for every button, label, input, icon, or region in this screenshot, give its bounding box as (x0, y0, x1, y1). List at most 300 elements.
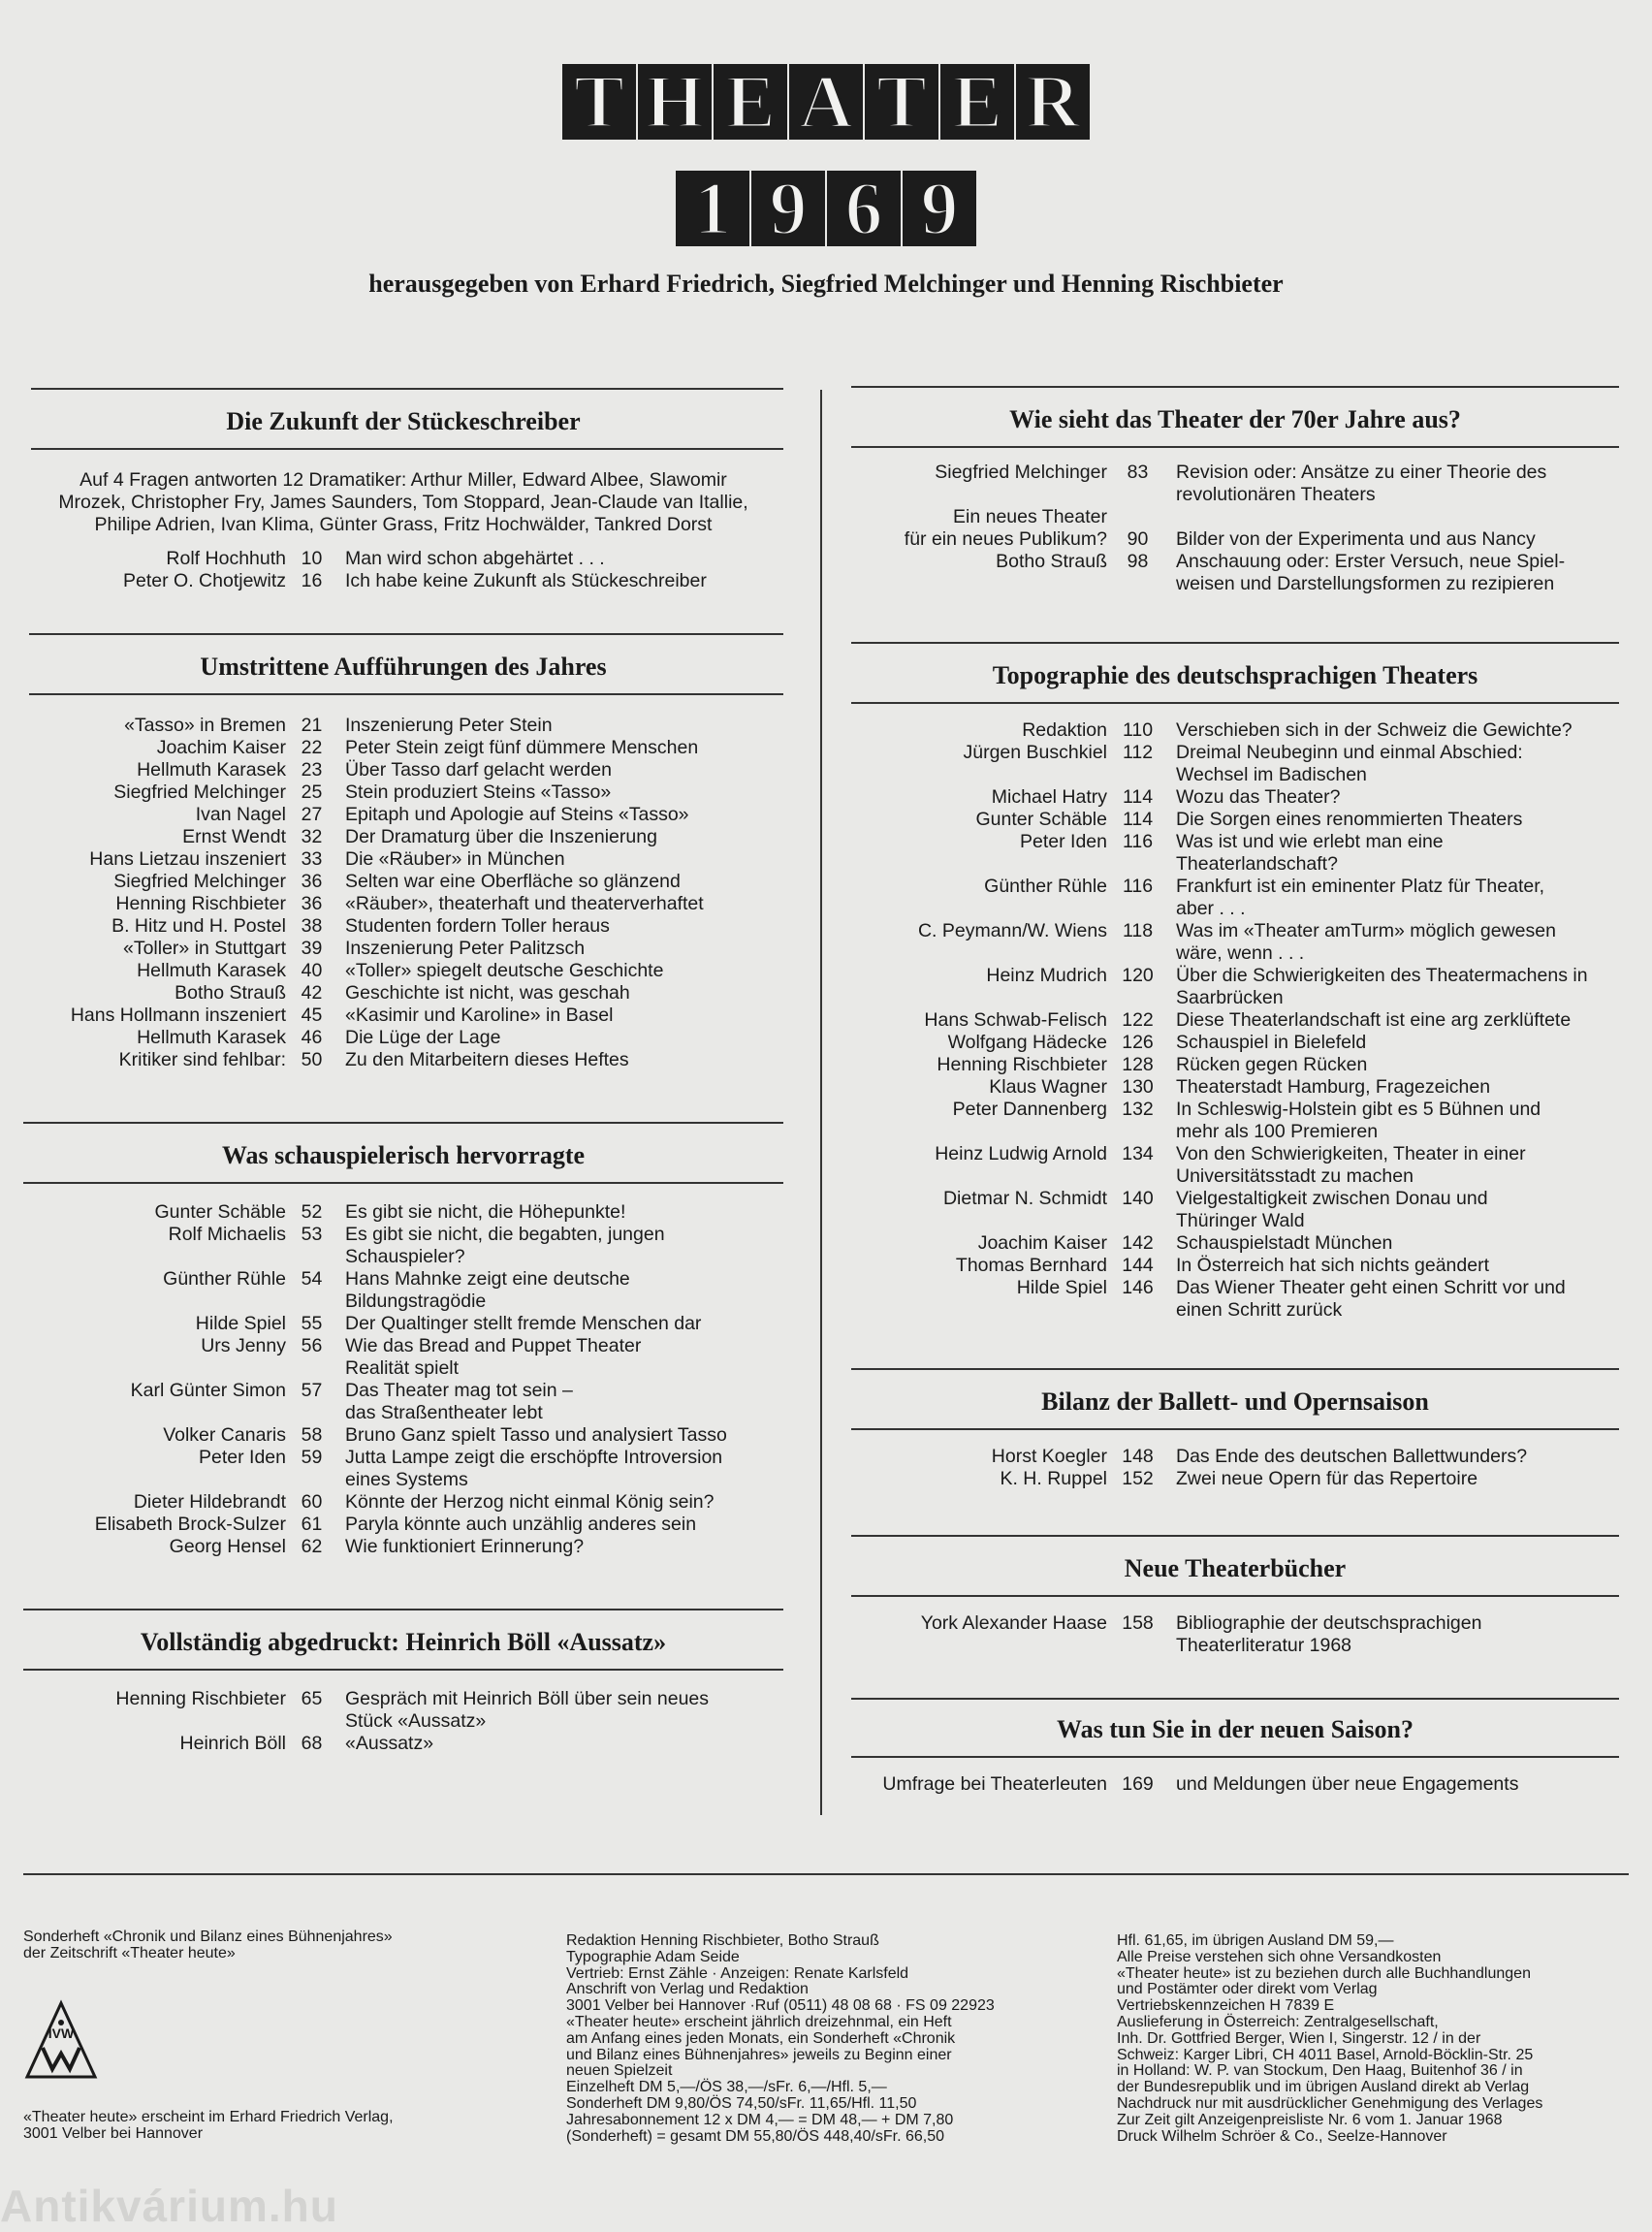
entry-title: Wechsel im Badischen (1176, 764, 1367, 785)
section-schauspielerisch (23, 1122, 783, 1558)
footer-line: Redaktion Henning Rischbieter, Botho Strauß (566, 1932, 879, 1949)
entry-page (1111, 764, 1164, 786)
entry-page: 116 (1122, 831, 1154, 852)
entry-author (23, 1710, 290, 1733)
toc-entry (23, 1424, 783, 1447)
entry-title: Die Sorgen eines renommierten Theaters (1176, 809, 1523, 830)
entry-title: Epitaph und Apologie auf Steins «Tasso» (345, 804, 689, 825)
toc-entry (851, 506, 1619, 528)
entry-author: Peter O. Chotjewitz (123, 570, 286, 591)
toc-entry (23, 781, 783, 804)
entry-author (851, 573, 1111, 595)
entry-title: In Schleswig-Holstein gibt es 5 Bühnen und (1176, 1099, 1541, 1120)
entry-author: Karl Günter Simon (130, 1380, 286, 1401)
entry-title: einen Schritt zurück (1176, 1299, 1343, 1321)
entry-page: 68 (301, 1733, 323, 1754)
entry-author: für ein neues Publikum? (904, 528, 1107, 550)
entry-author: Hilde Spiel (195, 1313, 286, 1334)
entry-title: Vielgestaltigkeit zwischen Donau und (1176, 1188, 1488, 1209)
toc-entry (851, 809, 1619, 831)
entry-title: aber . . . (1176, 898, 1246, 919)
entry-title: Man wird schon abgehärtet . . . (345, 548, 605, 569)
section-heading: Die Zukunft der Stückeschreiber (226, 407, 581, 435)
toc-entry (851, 1612, 1619, 1635)
entry-title: Theaterstadt Hamburg, Fragezeichen (1176, 1076, 1491, 1098)
entry-author (851, 1635, 1111, 1657)
toc-entry (851, 1143, 1619, 1165)
entry-title: Von den Schwierigkeiten, Theater in einer (1176, 1143, 1526, 1164)
entry-author: Georg Hensel (169, 1536, 286, 1557)
entry-author (851, 484, 1111, 506)
toc-entry (23, 982, 783, 1004)
toc-entry (23, 1335, 783, 1357)
footer-line: Hfl. 61,65, im übrigen Ausland DM 59,— (1117, 1932, 1394, 1949)
toc-entry (23, 737, 783, 759)
footer-line: 3001 Velber bei Hannover ·Ruf (0511) 48 08 68 · FS 09 22923 (566, 1997, 995, 2015)
entry-page: 134 (1122, 1143, 1154, 1164)
footer-line: neuen Spielzeit (566, 2062, 673, 2080)
entry-page (1111, 898, 1164, 920)
entry-title: und Meldungen über neue Engagements (1176, 1773, 1519, 1795)
entry-page: 140 (1122, 1188, 1154, 1209)
entry-page: 57 (301, 1380, 323, 1401)
toc-entry (23, 1469, 783, 1491)
toc-entry (851, 987, 1619, 1009)
toc-entry (23, 759, 783, 781)
section-heading: Was schauspielerisch hervorragte (221, 1141, 586, 1169)
entry-page (1111, 987, 1164, 1009)
section-zukunft (23, 388, 783, 592)
entry-author: Dieter Hildebrandt (133, 1491, 286, 1513)
footer-line: Auslieferung in Österreich: Zentralgesellschaft, (1117, 2013, 1439, 2030)
toc-entry (851, 942, 1619, 965)
section-heading: Bilanz der Ballett- und Opernsaison (1041, 1387, 1429, 1416)
entry-title: Inszenierung Peter Stein (345, 715, 553, 736)
masthead-letter: E (951, 59, 1003, 143)
entry-page: 65 (301, 1688, 323, 1709)
masthead-letter-tile (827, 166, 901, 250)
entry-title: eines Systems (345, 1469, 468, 1490)
entry-title: «Kasimir und Karoline» in Basel (345, 1004, 614, 1026)
entry-author: Hans Schwab-Felisch (924, 1009, 1107, 1031)
entry-title: In Österreich hat sich nichts geändert (1176, 1255, 1489, 1276)
entry-title: Könnte der Herzog nicht einmal König sein? (345, 1491, 715, 1513)
entry-page (1111, 573, 1164, 595)
entry-title: Diese Theaterlandschaft ist eine arg zerklüftete (1176, 1009, 1572, 1031)
masthead-letter-tile (865, 59, 938, 143)
entry-page: 60 (301, 1491, 323, 1513)
entry-author: Hilde Spiel (1016, 1277, 1107, 1298)
entry-title: Wozu das Theater? (1176, 786, 1341, 808)
toc-entry (23, 1710, 783, 1733)
entry-title: Es gibt sie nicht, die Höhepunkte! (345, 1201, 626, 1223)
section-heading: Vollständig abgedruckt: Heinrich Böll «Aussatz» (140, 1628, 667, 1656)
footer-line: Typographie Adam Seide (566, 1948, 740, 1965)
masthead-letter-tile (903, 166, 976, 250)
entry-page: 27 (301, 804, 323, 825)
entry-page (1111, 1121, 1164, 1143)
entry-author: Hans Lietzau inszeniert (89, 848, 286, 870)
entry-author: Elisabeth Brock-Sulzer (94, 1514, 286, 1535)
entry-title: Selten war eine Oberfläche so glänzend (345, 871, 681, 892)
entry-page: 36 (301, 871, 323, 892)
left-column (23, 388, 783, 1755)
toc-entry (851, 528, 1619, 551)
masthead-letter: 1 (693, 166, 732, 250)
entry-list (23, 1688, 783, 1755)
entry-page (290, 1357, 334, 1380)
entry-title: Wie das Bread and Puppet Theater (345, 1335, 642, 1356)
footer-rule (23, 1873, 1629, 1875)
entry-page: 83 (1127, 462, 1149, 483)
footer-line: Vertriebskennzeichen H 7839 E (1117, 1997, 1335, 2015)
entry-author: Ivan Nagel (195, 804, 286, 825)
entry-page: 45 (301, 1004, 323, 1026)
entry-title: Rücken gegen Rücken (1176, 1054, 1368, 1075)
toc-entry (851, 1773, 1619, 1796)
entry-page: 112 (1122, 742, 1154, 763)
toc-entry (851, 1009, 1619, 1032)
entry-author: Heinrich Böll (179, 1733, 286, 1754)
toc-entry (851, 965, 1619, 987)
toc-entry (851, 920, 1619, 942)
entry-page: 120 (1122, 965, 1154, 986)
entry-page (290, 1469, 334, 1491)
entry-author (851, 1299, 1111, 1322)
entry-page: 110 (1122, 719, 1154, 741)
masthead-letter: 9 (920, 166, 959, 250)
entry-page: 10 (301, 548, 323, 569)
entry-author: Henning Rischbieter (115, 893, 286, 914)
entry-title: Der Qualtinger stellt fremde Menschen dar (345, 1313, 702, 1334)
entry-page (1111, 1299, 1164, 1322)
entry-author (851, 942, 1111, 965)
entry-title: Gespräch mit Heinrich Böll über sein neues (345, 1688, 710, 1709)
entry-page: 114 (1122, 809, 1154, 830)
toc-entry (851, 1232, 1619, 1255)
entry-author: Horst Koegler (991, 1446, 1107, 1467)
toc-entry (23, 804, 783, 826)
toc-entry (23, 1224, 783, 1246)
toc-entry (851, 462, 1619, 484)
ivw-logo (23, 1999, 99, 2081)
entry-author: Heinz Mudrich (986, 965, 1107, 986)
footer-line: «Theater heute» erscheint im Erhard Friedrich Verlag, (23, 2109, 394, 2125)
footer-line: Schweiz: Karger Libri, CH 4011 Basel, Arnold-Böcklin-Str. 25 (1117, 2046, 1534, 2063)
entry-author: Hellmuth Karasek (137, 759, 286, 781)
footer-line: Nachdruck nur mit ausdrücklicher Genehmigung des Verlages (1117, 2094, 1543, 2112)
entry-page: 152 (1122, 1468, 1154, 1489)
entry-title: Über die Schwierigkeiten des Theatermachens in (1176, 965, 1588, 986)
entry-title: Bildungstragödie (345, 1291, 487, 1312)
toc-entry (23, 1380, 783, 1402)
entry-page: 130 (1122, 1076, 1154, 1098)
toc-entry (23, 1004, 783, 1027)
entry-author (851, 1121, 1111, 1143)
entry-list (23, 715, 783, 1071)
entry-title: Paryla könnte auch unzählig anderes sein (345, 1514, 697, 1535)
entry-list (851, 462, 1619, 595)
entry-author: Thomas Bernhard (955, 1255, 1107, 1276)
entry-page: 98 (1127, 551, 1149, 572)
entry-author (851, 1210, 1111, 1232)
entry-title: Bruno Ganz spielt Tasso und analysiert Tasso (345, 1424, 727, 1446)
entry-page: 59 (301, 1447, 323, 1468)
footer-line: «Theater heute» erscheint jährlich dreizehnmal, ein Heft (566, 2013, 952, 2030)
masthead-letter-tile (1016, 59, 1090, 143)
entry-page (1111, 1210, 1164, 1232)
entry-title: Bilder von der Experimenta und aus Nancy (1176, 528, 1536, 550)
footer-line: Jahresabonnement 12 x DM 4,— = DM 48,— + DM 7,80 (566, 2111, 954, 2128)
entry-title: das Straßentheater lebt (345, 1402, 543, 1423)
entry-list (23, 548, 783, 592)
toc-entry (23, 848, 783, 871)
entry-title: Über Tasso darf gelacht werden (345, 759, 612, 781)
entry-author: Ein neues Theater (953, 506, 1107, 527)
toc-entry (851, 1076, 1619, 1099)
entry-list (851, 719, 1619, 1322)
entry-author: Dietmar N. Schmidt (942, 1188, 1107, 1209)
entry-author: Peter Dannenberg (952, 1099, 1107, 1120)
entry-author: Joachim Kaiser (156, 737, 286, 758)
entry-page (290, 1402, 334, 1424)
entry-author: Klaus Wagner (989, 1076, 1107, 1098)
masthead-letter-tile (562, 59, 636, 143)
column-divider (820, 390, 822, 1815)
toc-entry (23, 1027, 783, 1049)
masthead-letter: E (724, 59, 777, 143)
entry-title: Frankfurt ist ein eminenter Platz für Theater, (1176, 876, 1545, 897)
masthead-letter: 6 (844, 166, 883, 250)
entry-title: Schauspielstadt München (1176, 1232, 1393, 1254)
entry-author: Henning Rischbieter (937, 1054, 1107, 1075)
toc-entry (851, 786, 1619, 809)
footer-line: Sonderheft «Chronik und Bilanz eines Bühnenjahres» (23, 1929, 393, 1945)
footer-line: Druck Wilhelm Schröer & Co., Seelze-Hannover (1117, 2127, 1447, 2145)
entry-title: Der Dramaturg über die Inszenierung (345, 826, 657, 847)
entry-title: mehr als 100 Premieren (1176, 1121, 1379, 1142)
entry-title: Das Theater mag tot sein – (345, 1380, 573, 1401)
entry-author: C. Peymann/W. Wiens (917, 920, 1107, 941)
toc-entry (851, 1121, 1619, 1143)
footer-left-bottom (23, 2110, 508, 2143)
entry-page: 114 (1122, 786, 1154, 808)
toc-entry (23, 570, 783, 592)
entry-title: Schauspiel in Bielefeld (1176, 1032, 1367, 1053)
toc-entry (851, 1446, 1619, 1468)
entry-author: Hans Hollmann inszeniert (70, 1004, 286, 1026)
entry-page: 54 (301, 1268, 323, 1290)
entry-author (23, 1469, 290, 1491)
entry-title: Revision oder: Ansätze zu einer Theorie des (1176, 462, 1547, 483)
toc-entry (23, 715, 783, 737)
footer-line: Einzelheft DM 5,—/ÖS 38,—/sFr. 6,—/Hfl. 5,— (566, 2079, 887, 2096)
entry-page: 52 (301, 1201, 323, 1223)
entry-title: Zu den Mitarbeitern dieses Heftes (345, 1049, 629, 1070)
intro-text (23, 469, 783, 536)
entry-title: Peter Stein zeigt fünf dümmere Menschen (345, 737, 699, 758)
entry-author (851, 853, 1111, 876)
entry-title: Bibliographie der deutschsprachigen (1176, 1612, 1482, 1634)
entry-page: 53 (301, 1224, 323, 1245)
entry-author: «Tasso» in Bremen (124, 715, 286, 736)
entry-author: Gunter Schäble (154, 1201, 286, 1223)
entry-author (851, 987, 1111, 1009)
entry-page: 36 (301, 893, 323, 914)
toc-entry (23, 938, 783, 960)
entry-page: 122 (1122, 1009, 1154, 1031)
toc-entry (23, 1733, 783, 1755)
entry-page: 55 (301, 1313, 323, 1334)
entry-page: 56 (301, 1335, 323, 1356)
section-umstrittene (23, 633, 783, 1071)
intro-line: Philipe Adrien, Ivan Klima, Günter Grass, Fritz Hochwälder, Tankred Dorst (94, 514, 713, 535)
entry-author: «Toller» in Stuttgart (122, 938, 286, 959)
entry-title (1164, 506, 1619, 528)
entry-page: 126 (1122, 1032, 1154, 1053)
entry-page: 158 (1122, 1612, 1154, 1634)
toc-entry (851, 876, 1619, 898)
footer-line: und Postämter oder direkt vom Verlag (1117, 1981, 1378, 1998)
entry-author: Wolfgang Hädecke (947, 1032, 1107, 1053)
entry-page (1111, 1165, 1164, 1188)
toc-entry (23, 1491, 783, 1514)
toc-entry (23, 960, 783, 982)
section-heading: Wie sieht das Theater der 70er Jahre aus? (1009, 405, 1461, 433)
section-heading: Was tun Sie in der neuen Saison? (1057, 1715, 1414, 1743)
footer-line: Inh. Dr. Gottfried Berger, Wien I, Singerstr. 12 / in der (1117, 2029, 1481, 2047)
toc-entry (851, 742, 1619, 764)
editors-line: herausgegeben von Erhard Friedrich, Siegfried Melchinger und Henning Rischbieter (368, 270, 1284, 298)
entry-title: Die Lüge der Lage (345, 1027, 501, 1048)
footer-line: in Holland: W. P. van Stockum, Den Haag, Buitenhof 36 / in (1117, 2062, 1523, 2080)
entry-author: Henning Rischbieter (115, 1688, 286, 1709)
masthead-letter: 9 (769, 166, 808, 250)
masthead-letter: T (573, 59, 625, 143)
entry-page (1111, 1635, 1164, 1657)
entry-title: Verschieben sich in der Schweiz die Gewichte? (1176, 719, 1573, 741)
section-heading: Topographie des deutschsprachigen Theaters (992, 661, 1478, 689)
entry-page: 42 (301, 982, 323, 1004)
masthead-letter-tile (789, 59, 863, 143)
masthead-letter: H (645, 59, 705, 143)
entry-list (851, 1612, 1619, 1657)
entry-page: 58 (301, 1424, 323, 1446)
entry-author: Ernst Wendt (182, 826, 286, 847)
toc-entry (851, 1210, 1619, 1232)
toc-entry (851, 1165, 1619, 1188)
entry-title: Studenten fordern Toller heraus (345, 915, 610, 937)
toc-entry (23, 1514, 783, 1536)
entry-title: Stück «Aussatz» (345, 1710, 487, 1732)
toc-entry (23, 1246, 783, 1268)
entry-title: Wie funktioniert Erinnerung? (345, 1536, 585, 1557)
logo-text: IVW (48, 2025, 75, 2041)
entry-author (851, 764, 1111, 786)
entry-title: Hans Mahnke zeigt eine deutsche (345, 1268, 630, 1290)
section-boell (23, 1609, 783, 1755)
entry-author: York Alexander Haase (920, 1612, 1107, 1634)
toc-entry (851, 1277, 1619, 1299)
entry-page: 144 (1122, 1255, 1154, 1276)
entry-author: Umfrage bei Theaterleuten (882, 1773, 1107, 1795)
entry-author: K. H. Ruppel (1000, 1468, 1107, 1489)
footer-line: Alle Preise verstehen sich ohne Versandkosten (1117, 1948, 1442, 1965)
entry-page: 128 (1122, 1054, 1154, 1075)
section-ballett-oper (851, 1368, 1619, 1490)
toc-entry (851, 831, 1619, 853)
entry-page: 61 (301, 1514, 323, 1535)
entry-title: Theaterliteratur 1968 (1176, 1635, 1352, 1656)
entry-page (1111, 484, 1164, 506)
masthead-letter: R (1025, 59, 1081, 143)
entry-author: Hellmuth Karasek (137, 1027, 286, 1048)
entry-author: Siegfried Melchinger (113, 781, 286, 803)
entry-author: B. Hitz und H. Postel (111, 915, 286, 937)
entry-author: Botho Strauß (175, 982, 286, 1004)
entry-page: 169 (1122, 1773, 1154, 1795)
entry-title: Geschichte ist nicht, was geschah (345, 982, 630, 1004)
masthead-letter-tile (638, 59, 712, 143)
entry-author (23, 1246, 290, 1268)
section-heading: Neue Theaterbücher (1124, 1554, 1347, 1582)
entry-page: 118 (1122, 920, 1154, 941)
footer-middle (566, 1933, 1109, 2145)
footer-line: (Sonderheft) = gesamt DM 55,80/ÖS 448,40/sFr. 66,50 (566, 2127, 944, 2145)
entry-author (851, 1165, 1111, 1188)
toc-entry (23, 1688, 783, 1710)
intro-line: Auf 4 Fragen antworten 12 Dramatiker: Arthur Miller, Edward Albee, Slawomir (79, 469, 727, 491)
entry-title: Realität spielt (345, 1357, 460, 1379)
entry-title: Inszenierung Peter Palitzsch (345, 938, 586, 959)
footer-line: «Theater heute» ist zu beziehen durch alle Buchhandlungen (1117, 1964, 1531, 1982)
entry-title: Saarbrücken (1176, 987, 1284, 1008)
entry-author: Jürgen Buschkiel (963, 742, 1107, 763)
entry-page: 116 (1122, 876, 1154, 897)
masthead-title (0, 59, 1652, 143)
entry-author (851, 898, 1111, 920)
entry-title: Was im «Theater amTurm» möglich gewesen (1176, 920, 1556, 941)
footer-line: am Anfang eines jeden Monats, ein Sonderheft «Chronik (566, 2029, 956, 2047)
footer-line: Vertrieb: Ernst Zähle · Anzeigen: Renate Karlsfeld (566, 1964, 909, 1982)
toc-entry (851, 764, 1619, 786)
toc-entry (851, 1054, 1619, 1076)
toc-entry (851, 1635, 1619, 1657)
intro-line: Mrozek, Christopher Fry, James Saunders, Tom Stoppard, Jean-Claude van Itallie, (58, 492, 748, 513)
entry-page: 33 (301, 848, 323, 870)
entry-title: Schauspieler? (345, 1246, 465, 1267)
entry-page (290, 1291, 334, 1313)
entry-author: Günther Rühle (984, 876, 1107, 897)
toc-entry (23, 1402, 783, 1424)
entry-author (23, 1357, 290, 1380)
watermark: Antikvárium.hu (0, 2181, 338, 2231)
entry-list (851, 1446, 1619, 1490)
toc-entry (851, 1255, 1619, 1277)
entry-page (290, 1710, 334, 1733)
entry-list (23, 1201, 783, 1558)
entry-title: Das Wiener Theater geht einen Schritt vor und (1176, 1277, 1566, 1298)
entry-author: Rolf Michaelis (168, 1224, 286, 1245)
entry-title: «Räuber», theaterhaft und theaterverhaftet (345, 893, 704, 914)
entry-page: 32 (301, 826, 323, 847)
toc-entry (23, 1049, 783, 1071)
entry-author: Redaktion (1022, 719, 1107, 741)
entry-page: 146 (1122, 1277, 1154, 1298)
toc-entry (851, 1099, 1619, 1121)
entry-page: 148 (1122, 1446, 1154, 1467)
entry-page (1111, 853, 1164, 876)
